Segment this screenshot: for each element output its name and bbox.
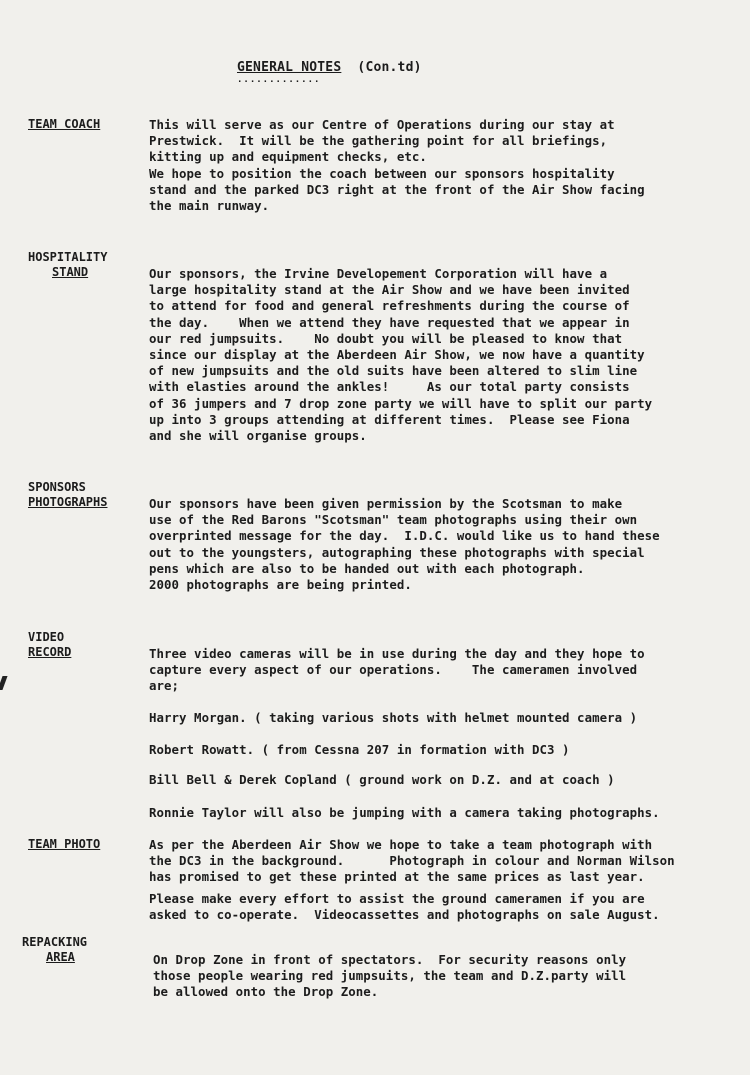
- section-label-repacking-area: [22, 935, 87, 965]
- section-text-hospitality-stand: Our sponsors, the Irvine Developement Corporation will have a large hospitality stand at the Air Show and we have been invited to attend for food and general refreshments during the course of the day. When we attend they have requested that we appear in our red jumpsuits. No doubt you will be pleased to know that since our display at the Aberdeen Air Show, we now have a quantity of new jumpsuits and the old suits have been altered to slim line with elasties around the ankles! As our total party consists of 36 jumpers and 7 drop zone party we will have to split our party up into 3 groups attending at different times. Please see Fiona and she will organise groups.: [149, 266, 653, 444]
- section-text-team-photo-cooperate: Please make every effort to assist the ground cameramen if you are asked to co-operate. Videocassettes and photographs on sale August.: [149, 891, 660, 923]
- section-label-team-photo: [28, 837, 100, 852]
- section-text-repacking-area: On Drop Zone in front of spectators. For security reasons only those people wearing red jumpsuits, the team and D.Z.party will be allowed onto the Drop Zone.: [153, 952, 627, 1000]
- label-line: STAND: [52, 265, 89, 279]
- label-line: AREA: [46, 950, 75, 964]
- section-label-hospitality-stand: [28, 250, 107, 280]
- section-text-video-record: Three video cameras will be in use during the day and they hope to capture every aspect of our operations. The cameramen involved are;: [149, 646, 645, 694]
- section-label-team-coach: [28, 117, 100, 132]
- heading-dots: .............: [237, 75, 321, 85]
- cameraman-bell-copland: Bill Bell & Derek Copland ( ground work on D.Z. and at coach ): [149, 772, 615, 787]
- section-label-video-record: [28, 630, 71, 660]
- cameraman-robert-rowatt: Robert Rowatt. ( from Cessna 207 in formation with DC3 ): [149, 742, 570, 757]
- cameraman-harry-morgan: Harry Morgan. ( taking various shots with helmet mounted camera ): [149, 710, 638, 725]
- label-line: RECORD: [28, 645, 72, 659]
- margin-pen-mark: [0, 676, 8, 690]
- label-line: VIDEO: [28, 630, 65, 644]
- label-line: HOSPITALITY: [28, 250, 108, 264]
- label-line: TEAM PHOTO: [28, 837, 101, 851]
- label-line: REPACKING: [22, 935, 88, 949]
- section-text-sponsors-photographs: Our sponsors have been given permission by the Scotsman to make use of the Red Barons "Scotsman" team photographs using their own overprinted message for the day. I.D.C. would like us to hand these out to the youngsters, autographing these photographs with special pens which are also to be handed out with each photograph. 2000 photographs are being printed.: [149, 496, 660, 593]
- section-label-sponsors-photographs: [28, 480, 107, 510]
- section-text-team-coach: This will serve as our Centre of Operations during our stay at Prestwick. It will be the gathering point for all briefings, kitting up and equipment checks, etc. We hope to position the coach between our sponsors hospitality stand and the parked DC3 right at the front of the Air Show facing the main runway.: [149, 117, 645, 214]
- heading-suffix: (Con.td): [357, 60, 422, 75]
- label-line: SPONSORS: [28, 480, 86, 494]
- label-line: PHOTOGRAPHS: [28, 495, 108, 509]
- cameraman-ronnie-taylor: Ronnie Taylor will also be jumping with a camera taking photographs.: [149, 805, 660, 820]
- label-line: TEAM COACH: [28, 117, 101, 131]
- section-text-team-photo: As per the Aberdeen Air Show we hope to take a team photograph with the DC3 in the background. Photograph in colour and Norman Wilson has promised to get these printed at the same prices as last year.: [149, 837, 675, 885]
- heading-title: GENERAL NOTES: [237, 60, 342, 75]
- page-heading: [237, 60, 422, 85]
